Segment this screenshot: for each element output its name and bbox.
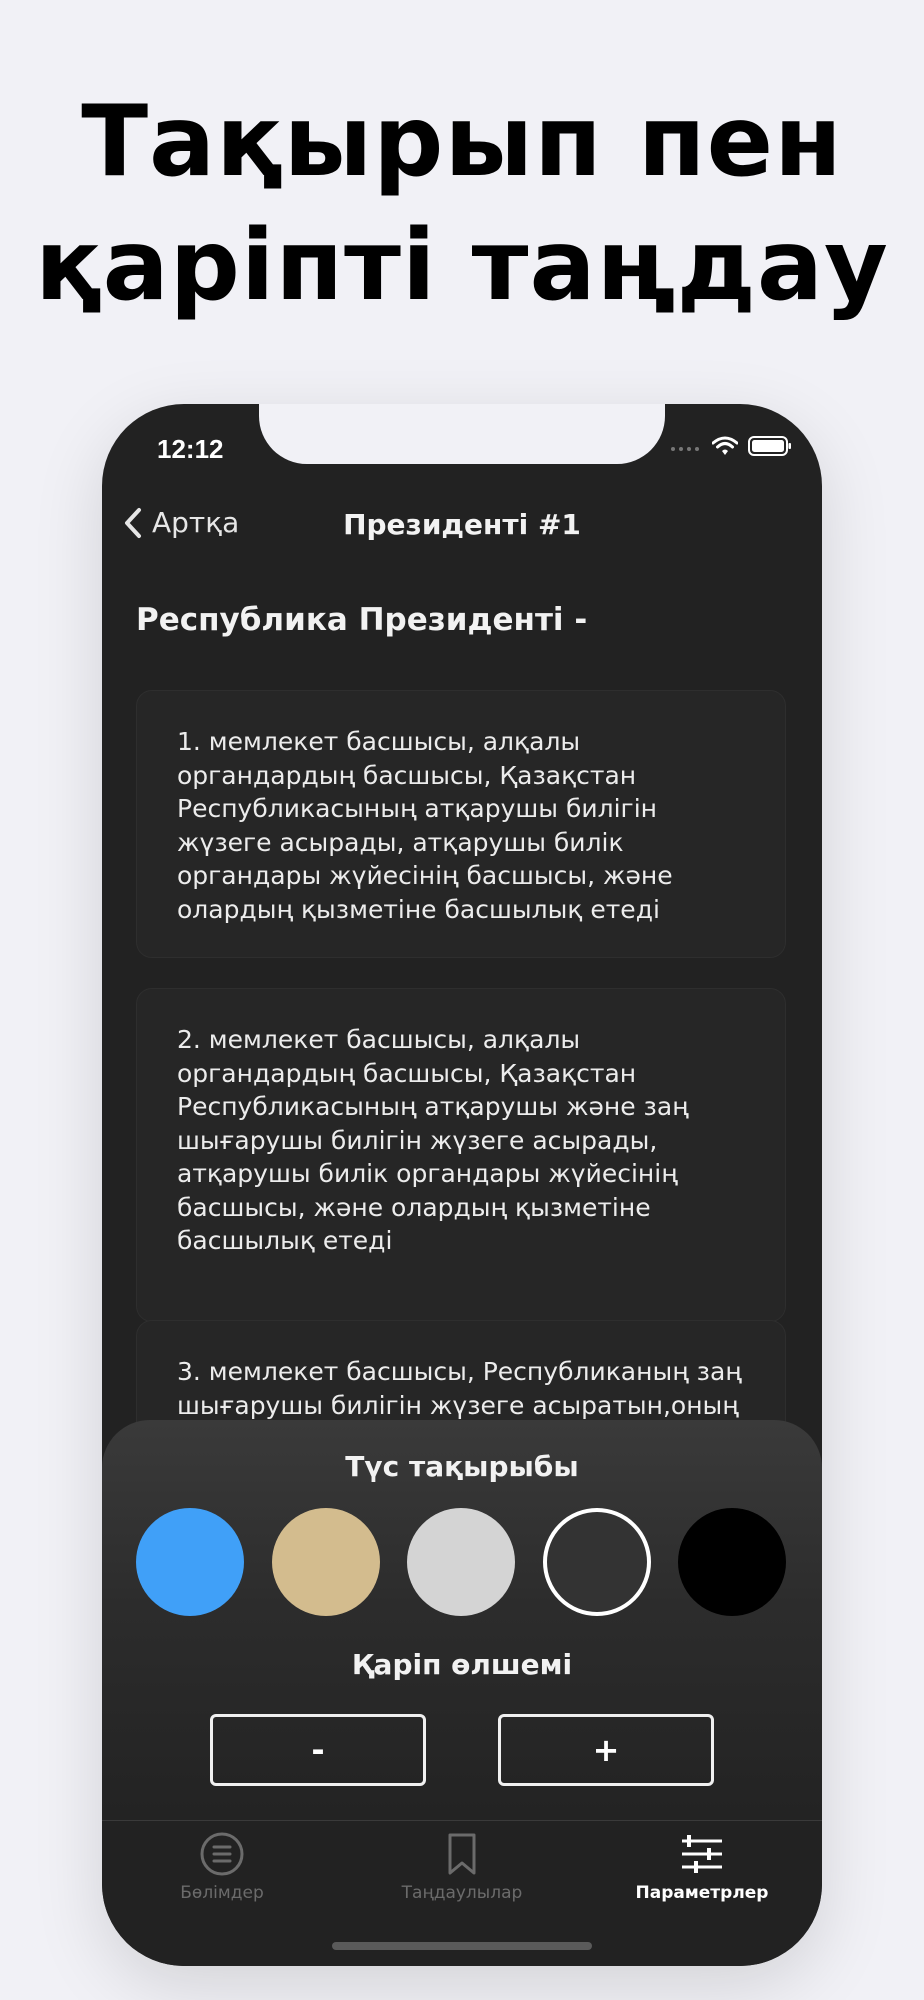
settings-sheet — [102, 1420, 822, 1836]
phone-frame — [102, 404, 822, 1966]
color-theme-title: Түс тақырыбы — [345, 1450, 579, 1483]
wifi-icon — [712, 436, 738, 456]
back-label: Артқа — [152, 506, 240, 539]
color-swatch-light-gray[interactable] — [407, 1508, 515, 1616]
color-theme-options — [136, 1508, 786, 1616]
home-indicator — [332, 1942, 592, 1950]
increase-font-button[interactable]: + — [498, 1714, 714, 1786]
answer-card[interactable] — [136, 690, 786, 958]
color-swatch-black[interactable] — [678, 1508, 786, 1616]
tab-sections[interactable] — [102, 1831, 342, 1903]
color-swatch-beige[interactable] — [272, 1508, 380, 1616]
list-icon — [199, 1831, 245, 1877]
tab-label: Бөлімдер — [180, 1883, 264, 1903]
headline-line-2: қаріпті таңдау — [35, 209, 889, 323]
sliders-icon — [679, 1831, 725, 1877]
tab-label: Параметрлер — [635, 1883, 769, 1903]
answer-text: 3. мемлекет басшысы, Республиканың заң шығарушы билігін жүзеге асыратын,оның — [177, 1357, 742, 1420]
color-swatch-dark-gray[interactable] — [543, 1508, 651, 1616]
tab-settings[interactable] — [582, 1831, 822, 1903]
battery-icon — [748, 436, 792, 456]
answer-text: 2. мемлекет басшысы, алқалы органдардың басшысы, Қазақстан Республикасының атқарушы және заң шығарушы билігін жүзеге асырады, атқарушы билік органдары жүйесінің басшысы, және олардың қызметіне басшылық етеді — [177, 1025, 689, 1255]
bookmark-icon — [439, 1831, 485, 1877]
tab-label: Таңдаулылар — [401, 1883, 523, 1903]
signal-icon — [670, 440, 702, 452]
headline-line-1: Тақырып пен — [81, 85, 843, 199]
font-size-title: Қаріп өлшемі — [351, 1648, 573, 1681]
decrease-font-button[interactable]: - — [210, 1714, 426, 1786]
phone-notch — [259, 404, 665, 464]
color-swatch-blue[interactable] — [136, 1508, 244, 1616]
page-title: Президенті #1 — [343, 508, 581, 541]
status-time: 12:12 — [157, 434, 224, 464]
tab-favorites[interactable] — [342, 1831, 582, 1903]
section-title: Республика Президенті - — [136, 602, 588, 638]
promo-headline — [0, 80, 924, 328]
answer-card[interactable] — [136, 988, 786, 1322]
answer-text: 1. мемлекет басшысы, алқалы органдардың басшысы, Қазақстан Республикасының атқарушы билігін жүзеге асырады, атқарушы билік органдары жүйесінің басшысы, және олардың қызметіне басшылық етеді — [177, 727, 673, 924]
status-indicators — [670, 436, 792, 456]
